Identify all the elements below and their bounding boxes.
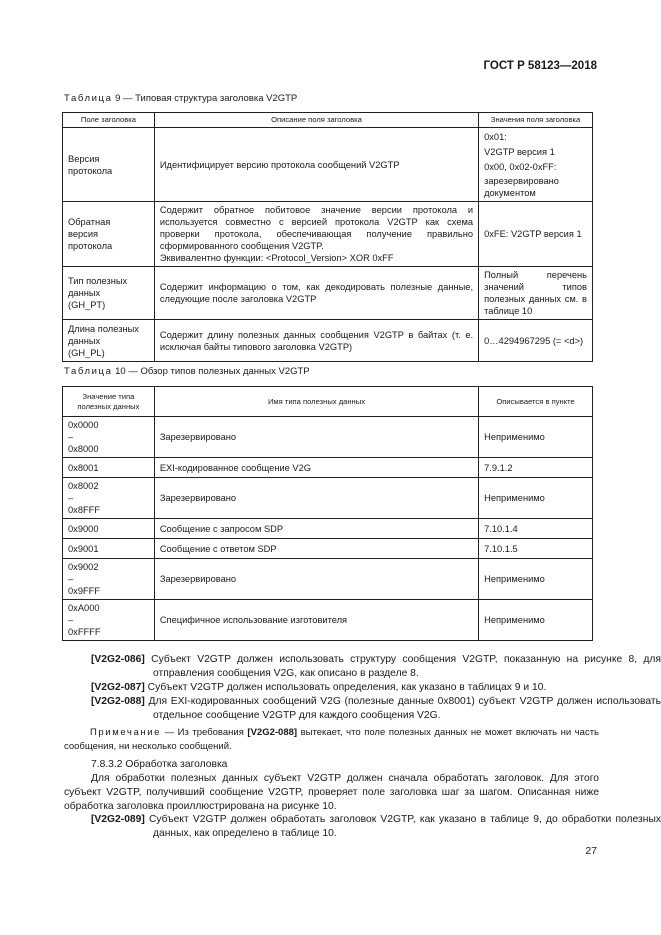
note-label: Примечание xyxy=(90,727,161,738)
table9 xyxy=(62,112,593,362)
table9-header: Поле заголовка xyxy=(63,113,155,128)
name-cell: Специфичное использование изготовителя xyxy=(154,600,478,641)
name-cell: Зарезервировано xyxy=(154,559,478,600)
field-cell: Обратная версия протокола xyxy=(63,202,155,267)
table10 xyxy=(62,386,593,641)
table9-header: Описание поля заголовка xyxy=(154,113,478,128)
table9-caption-text: 9 — Типовая структура заголовка V2GTP xyxy=(112,93,298,104)
description-cell: Содержит информацию о том, как декодировать полезные данные, следующие после заголовка V2GTP xyxy=(154,267,478,320)
requirement-text: Субъект V2GTP должен использовать определения, как указано в таблицах 9 и 10. xyxy=(144,682,547,693)
clause-cell: 7.10.1.5 xyxy=(479,539,593,559)
value-cell: 0x9000 xyxy=(63,519,155,539)
table10-header-row xyxy=(63,387,593,417)
page-number: 27 xyxy=(585,845,597,857)
table-row xyxy=(63,267,593,320)
table-row xyxy=(63,202,593,267)
name-cell: Сообщение с ответом SDP xyxy=(154,539,478,559)
table9-header: Значения поля заголовка xyxy=(479,113,593,128)
table-row xyxy=(63,417,593,458)
values-cell: 0xFE: V2GTP версия 1 xyxy=(479,202,593,267)
table-row xyxy=(63,539,593,559)
requirement-tag: [V2G2-087] xyxy=(91,682,145,693)
value-cell: 0x0000 – 0x8000 xyxy=(63,417,155,458)
name-cell: Зарезервировано xyxy=(154,417,478,458)
table10-caption xyxy=(64,366,310,377)
table-row xyxy=(63,519,593,539)
note-tag: [V2G2-088] xyxy=(247,727,298,738)
clause-cell: 7.10.1.4 xyxy=(479,519,593,539)
description-cell: Идентифицирует версию протокола сообщений V2GTP xyxy=(154,128,478,202)
table9-caption xyxy=(64,93,297,104)
table-row xyxy=(63,320,593,362)
requirement-tag: [V2G2-088] xyxy=(91,696,145,707)
value-cell: 0x9001 xyxy=(63,539,155,559)
values-cell: Полный перечень значений типов полезных данных см. в таблице 10 xyxy=(479,267,593,320)
table10-header: Описывается в пункте xyxy=(479,387,593,417)
requirement-086 xyxy=(91,653,661,681)
table-row xyxy=(63,128,593,202)
clause-cell: Неприменимо xyxy=(479,600,593,641)
table-row xyxy=(63,458,593,478)
requirement-088 xyxy=(91,695,661,723)
table10-caption-text: 10 — Обзор типов полезных данных V2GTP xyxy=(112,366,310,377)
section-heading: 7.8.3.2 Обработка заголовка xyxy=(91,759,228,770)
table10-header: Имя типа полезных данных xyxy=(154,387,478,417)
clause-cell: Неприменимо xyxy=(479,417,593,458)
requirement-tag: [V2G2-086] xyxy=(91,654,145,665)
field-cell: Версия протокола xyxy=(63,128,155,202)
table-row xyxy=(63,600,593,641)
value-cell: 0x8001 xyxy=(63,458,155,478)
standard-number: ГОСТ Р 58123—2018 xyxy=(483,60,597,72)
section-paragraph: Для обработки полезных данных субъект V2GTP должен сначала обработать заголовок. Для этого субъект V2GTP, получивший сообщение V2GTP, проверяет поле заголовка шаг за шагом. Описанная ниже обработка заголовка проиллюстрирована на рисунке 10. xyxy=(64,773,599,812)
values-cell: 0…4294967295 (= <d>) xyxy=(479,320,593,362)
table10-header: Значение типа полезных данных xyxy=(63,387,155,417)
clause-cell: 7.9.1.2 xyxy=(479,458,593,478)
note: Примечание — Из требования [V2G2-088] вытекает, что поле полезных данных не может включать ни часть сообщения, ни несколько сообщений. xyxy=(64,727,599,752)
table-row xyxy=(63,559,593,600)
values-cell: 0x01: V2GTP версия 1 0x00, 0x02-0xFF: зарезервировано документом xyxy=(479,128,593,202)
field-cell: Длина полезных данных (GH_PL) xyxy=(63,320,155,362)
value-cell: 0xA000 – 0xFFFF xyxy=(63,600,155,641)
requirement-tag: [V2G2-089] xyxy=(91,814,145,825)
name-cell: Зарезервировано xyxy=(154,478,478,519)
requirement-text: Для EXI-кодированных сообщений V2G (полезные данные 0x8001) субъект V2GTP должен использовать отдельное сообщение V2GTP для каждого сообщения V2G. xyxy=(144,696,661,721)
name-cell: Сообщение с запросом SDP xyxy=(154,519,478,539)
value-cell: 0x8002 – 0x8FFF xyxy=(63,478,155,519)
field-cell: Тип полезных данных (GH_PT) xyxy=(63,267,155,320)
table9-header-row xyxy=(63,113,593,128)
description-cell: Содержит обратное побитовое значение версии протокола и используется совместно с версией протокола V2GTP как схема проверки протокола, обеспечивающая получение правильно сформированного сообщения V2GTP. Эквивалентно функции: <Protocol_Version> XOR 0xFF xyxy=(154,202,478,267)
requirement-text: Субъект V2GTP должен обработать заголовок V2GTP, как указано в таблице 9, до обработки полезных данных, как определено в таблице 10. xyxy=(144,814,661,839)
requirement-087 xyxy=(91,681,661,695)
clause-cell: Неприменимо xyxy=(479,478,593,519)
table9-caption-word: Таблица xyxy=(64,93,113,104)
value-cell: 0x9002 – 0x9FFF xyxy=(63,559,155,600)
table10-caption-word: Таблица xyxy=(64,366,113,377)
requirement-text: Субъект V2GTP должен использовать структуру сообщения V2GTP, показанную на рисунке 8, для отправления сообщения V2G, как описано в разделе 8. xyxy=(144,654,661,679)
description-cell: Содержит длину полезных данных сообщения V2GTP в байтах (т. е. исключая байты типового заголовка V2GTP) xyxy=(154,320,478,362)
name-cell: EXI-кодированное сообщение V2G xyxy=(154,458,478,478)
clause-cell: Неприменимо xyxy=(479,559,593,600)
table-row xyxy=(63,478,593,519)
requirement-089 xyxy=(91,813,661,841)
